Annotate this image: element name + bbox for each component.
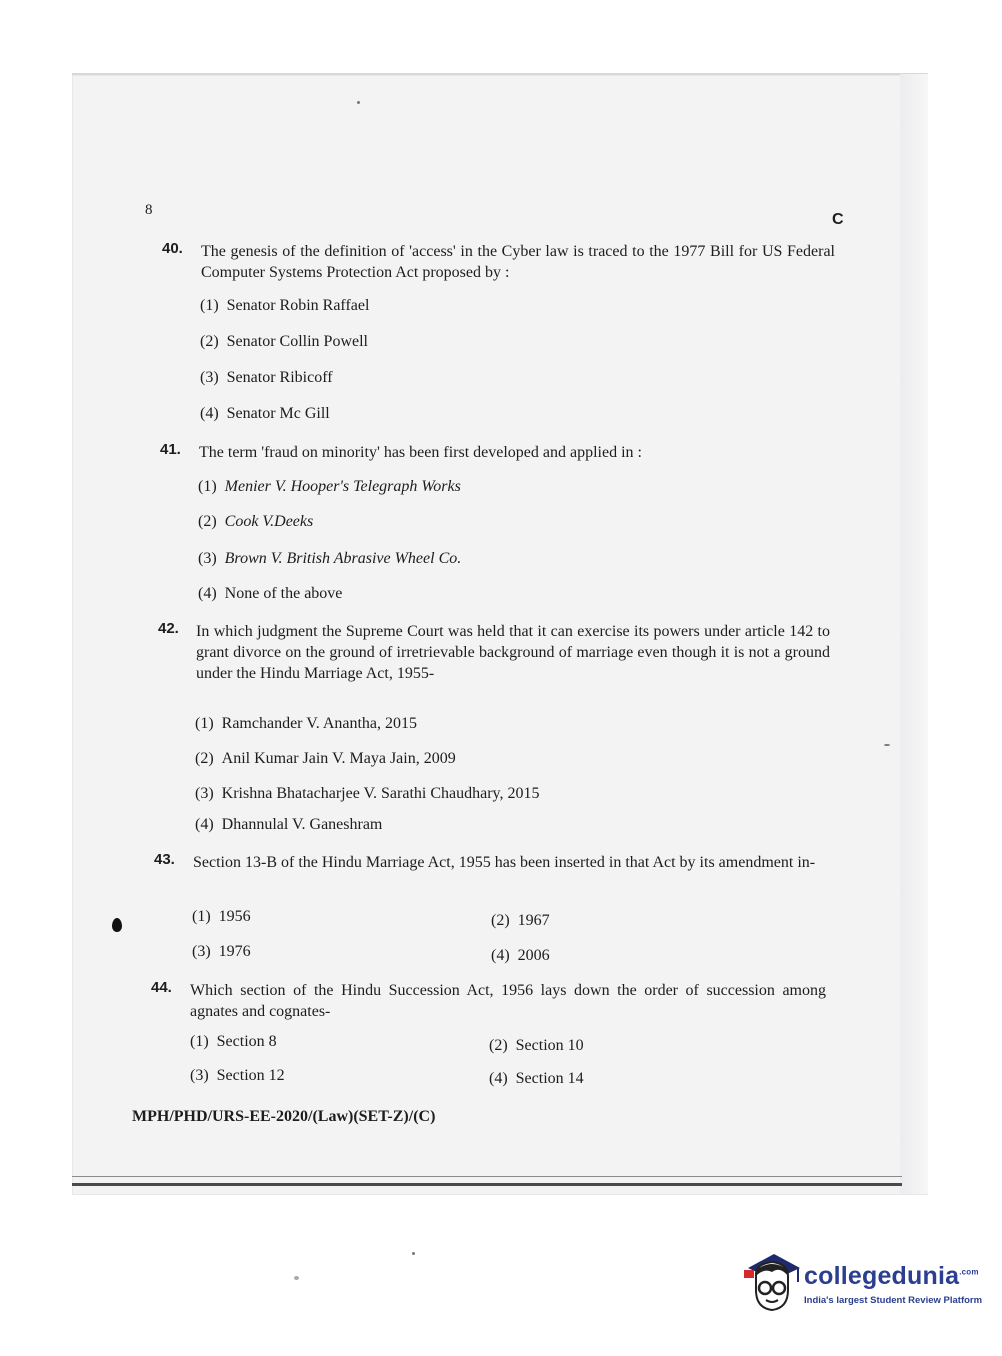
option: (4) Dhannulal V. Ganeshram [195,816,383,833]
collegedunia-logo [742,1250,982,1320]
question-text: The term 'fraud on minority' has been first developed and applied in : [199,444,642,461]
question-number: 40. [162,240,183,257]
option: (1) 1956 [192,908,251,925]
question-text: In which judgment the Supreme Court was held that it can exercise its powers under article 142 to grant divorce on the ground of irretrievable background of marriage even though it is not a ground under the Hindu Marriage Act, 1955- [196,623,830,682]
scan-speck [294,1276,299,1280]
option: (3) Section 12 [190,1067,285,1084]
option: (2) Senator Collin Powell [200,333,368,350]
option: (3) 1976 [192,943,251,960]
option: (2) Section 10 [489,1037,584,1054]
paper-code: MPH/PHD/URS-EE-2020/(Law)(SET-Z)/(C) [132,1108,436,1125]
brand-name: collegedunia$^{.com}$ [804,1262,979,1290]
option: (2) Anil Kumar Jain V. Maya Jain, 2009 [195,750,456,767]
question-number: 42. [158,620,179,637]
option: (4) Section 14 [489,1070,584,1087]
option: (1) Menier V. Hooper's Telegraph Works [198,478,461,495]
scan-speck [412,1252,415,1255]
mascot-icon [742,1250,802,1318]
question-text: Which section of the Hindu Succession Act, 1956 lays down the order of succession among agnates and cognates- [190,982,826,1020]
bottom-rule-thin [72,1176,902,1177]
scan-speck [884,744,890,746]
scan-speck [357,101,360,104]
brand-tagline: India's largest Student Review Platform [804,1295,983,1306]
sheet-edge-shadow [900,74,928,1194]
ink-mark [112,918,122,932]
option: (4) Senator Mc Gill [200,405,330,422]
option: (3) Brown V. British Abrasive Wheel Co. [198,550,462,567]
option: (3) Krishna Bhatacharjee V. Sarathi Chaudhary, 2015 [195,785,540,802]
option: (3) Senator Ribicoff [200,369,333,386]
set-code: C [832,211,844,228]
option: (2) Cook V.Deeks [198,513,314,530]
question-number: 44. [151,979,172,996]
option: (2) 1967 [491,912,550,929]
question-number: 41. [160,441,181,458]
option: (4) 2006 [491,947,550,964]
option: (1) Senator Robin Raffael [200,297,370,314]
question-text: Section 13-B of the Hindu Marriage Act, 1955 has been inserted in that Act by its amendment in- [193,854,816,871]
option: (4) None of the above [198,585,343,602]
option: (1) Ramchander V. Anantha, 2015 [195,715,418,732]
question-text: The genesis of the definition of 'access' in the Cyber law is traced to the 1977 Bill for US Federal Computer Systems Protection Act proposed by : [201,243,835,281]
option: (1) Section 8 [190,1033,277,1050]
bottom-rule [72,1183,902,1186]
page-number: 8 [145,202,153,218]
question-number: 43. [154,851,175,868]
